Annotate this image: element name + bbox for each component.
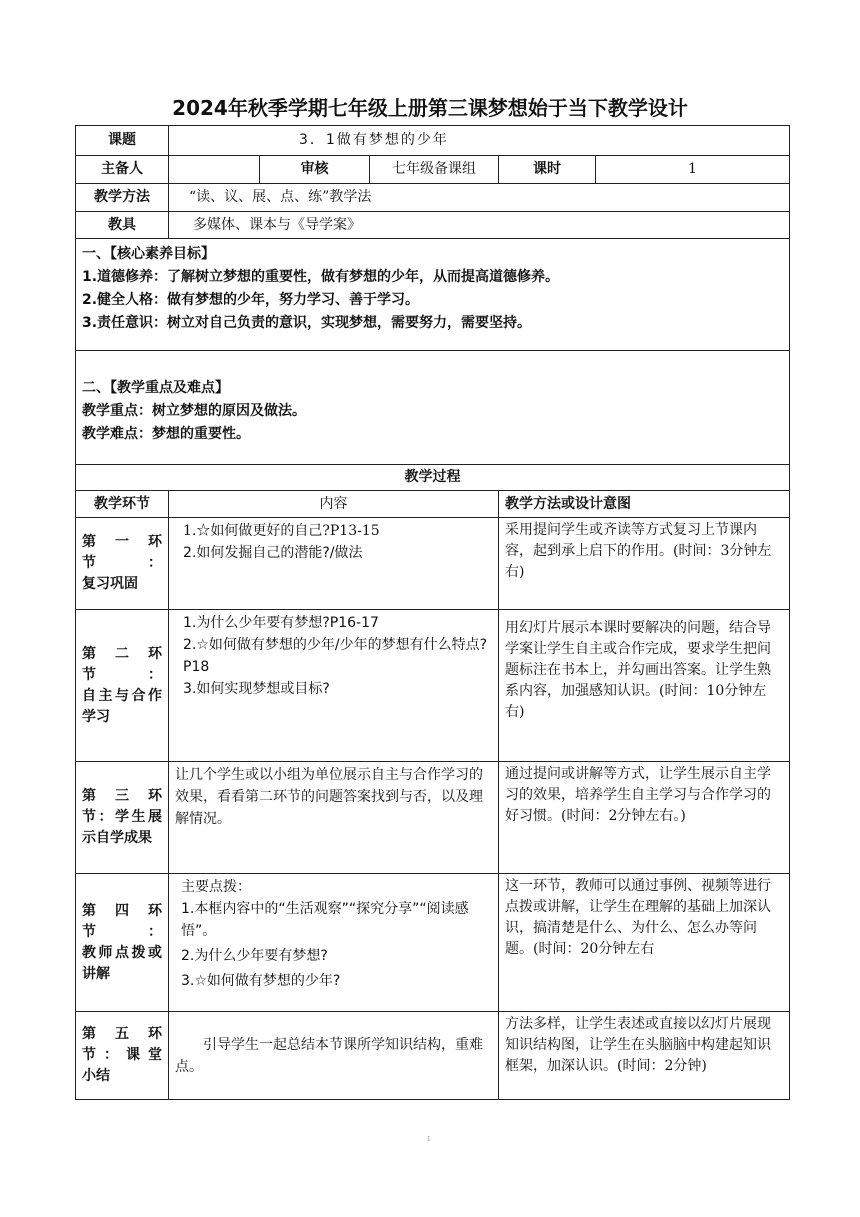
stage-suffix: 节：学生展	[82, 809, 162, 825]
method-cell: 这一环节，教师可以通过事例、视频等进行点拨或讲解，让学生在理解的基础上加深认识，搞清楚是什么、为什么、怎么办等问题。(时间：20分钟左右	[499, 874, 790, 1012]
content-line: 1.本框内容中的“生活观察”“探究分享”“阅读感悟”。	[181, 901, 469, 939]
stage-cell	[76, 874, 169, 1012]
goal-item: 1.道德修养：了解树立梦想的重要性，做有梦想的少年，从而提高道德修养。	[82, 269, 560, 285]
stage-name: 自主与合作学习	[82, 687, 162, 725]
stage-suffix: 节：	[82, 923, 162, 940]
page-title: 2024年秋季学期七年级上册第三课梦想始于当下教学设计	[172, 96, 688, 120]
stage-cell	[76, 610, 169, 762]
preparer-label: 主备人	[76, 156, 169, 184]
process-row	[76, 874, 790, 1012]
stage-number: 第 一 环	[82, 534, 162, 550]
teaching-focus: 教学重点：树立梦想的原因及做法。	[82, 403, 306, 419]
method-cell: 采用提问学生或齐读等方式复习上节课内容，起到承上启下的作用。(时间：3分钟左右)	[499, 518, 790, 610]
content-line: 主要点拨：	[181, 879, 251, 895]
content-cell	[169, 762, 499, 874]
process-row	[76, 610, 790, 762]
period-value: 1	[596, 156, 790, 184]
process-heading: 教学过程	[76, 465, 790, 491]
stage-number: 第 三 环	[82, 788, 162, 804]
preparer-value	[169, 156, 260, 184]
stage-cell	[76, 762, 169, 874]
content-line: 2.如何发掘自己的潜能?/做法	[183, 545, 363, 561]
lesson-plan-table	[75, 125, 790, 1100]
process-row	[76, 1012, 790, 1100]
topic-value: 3．1做有梦想的少年	[169, 126, 790, 156]
method-cell: 用幻灯片展示本课时要解决的问题，结合导学案让学生自主或合作完成，要求学生把问题标注在书本上，并勾画出答案。让学生熟系内容，加强感知认识。(时间：10分钟左右)	[499, 610, 790, 762]
col-stage-header: 教学环节	[76, 491, 169, 518]
method-label: 教学方法	[76, 184, 169, 212]
content-line: 引导学生一起总结本节课所学知识结构，重难点。	[175, 1036, 483, 1075]
goal-item: 2.健全人格：做有梦想的少年，努力学习、善于学习。	[82, 292, 420, 308]
stage-suffix: 节：课堂	[82, 1047, 162, 1063]
topic-label: 课题	[76, 126, 169, 156]
content-line: 1.为什么少年要有梦想?P16-17	[183, 615, 379, 631]
method-value: “读、议、展、点、练”教学法	[169, 184, 790, 212]
keypoints-section	[76, 351, 790, 465]
stage-number: 第 四 环	[82, 902, 162, 919]
teaching-difficulty: 教学难点：梦想的重要性。	[82, 426, 250, 442]
method-cell: 方法多样，让学生表述或直接以幻灯片展现知识结构图，让学生在头脑脑中构建起知识框架，加深认识。(时间：2分钟)	[499, 1012, 790, 1100]
method-cell: 通过提问或讲解等方式，让学生展示自主学习的效果，培养学生自主学习与合作学习的好习惯。(时间：2分钟左右。)	[499, 762, 790, 874]
reviewer-value: 七年级备课组	[370, 156, 499, 184]
stage-name: 小结	[82, 1068, 110, 1084]
content-line: 1.☆如何做更好的自己?P13-15	[183, 523, 380, 539]
col-method-header: 教学方法或设计意图	[499, 491, 790, 518]
goal-item: 3.责任意识：树立对自己负责的意识，实现梦想，需要努力，需要坚持。	[82, 315, 532, 331]
stage-number: 第 五 环	[82, 1026, 162, 1042]
stage-cell	[76, 518, 169, 610]
period-label: 课时	[499, 156, 596, 184]
core-goals-section	[76, 239, 790, 351]
col-content-header: 内容	[169, 491, 499, 518]
stage-name: 复习巩固	[82, 576, 138, 592]
stage-number: 第 二 环	[82, 645, 162, 662]
process-row	[76, 762, 790, 874]
content-cell	[169, 874, 499, 1012]
content-line: 3.☆如何做有梦想的少年?	[181, 973, 341, 989]
stage-suffix: 节：	[82, 666, 162, 683]
tools-label: 教具	[76, 212, 169, 239]
process-row	[76, 518, 790, 610]
stage-cell	[76, 1012, 169, 1100]
content-line: 2.☆如何做有梦想的少年/少年的梦想有什么特点?P18	[183, 637, 488, 675]
stage-name: 教师点拨或讲解	[82, 944, 162, 982]
content-line: 3.如何实现梦想或目标?	[183, 681, 330, 697]
stage-suffix: 节：	[82, 555, 162, 571]
keypoints-heading: 二、【教学重点及难点】	[82, 380, 229, 396]
content-cell	[169, 610, 499, 762]
reviewer-label: 审核	[260, 156, 370, 184]
core-goals-heading: 一、【核心素养目标】	[82, 246, 215, 262]
page-number: 1	[427, 1136, 431, 1143]
content-line: 2.为什么少年要有梦想?	[181, 948, 328, 964]
content-line: 让几个学生或以小组为单位展示自主与合作学习的效果，看看第二环节的问题答案找到与否，以及理解情况。	[175, 767, 483, 827]
content-cell	[169, 1012, 499, 1100]
stage-name: 示自学成果	[82, 830, 152, 846]
content-cell	[169, 518, 499, 610]
tools-value: 多媒体、课本与《导学案》	[169, 212, 790, 239]
